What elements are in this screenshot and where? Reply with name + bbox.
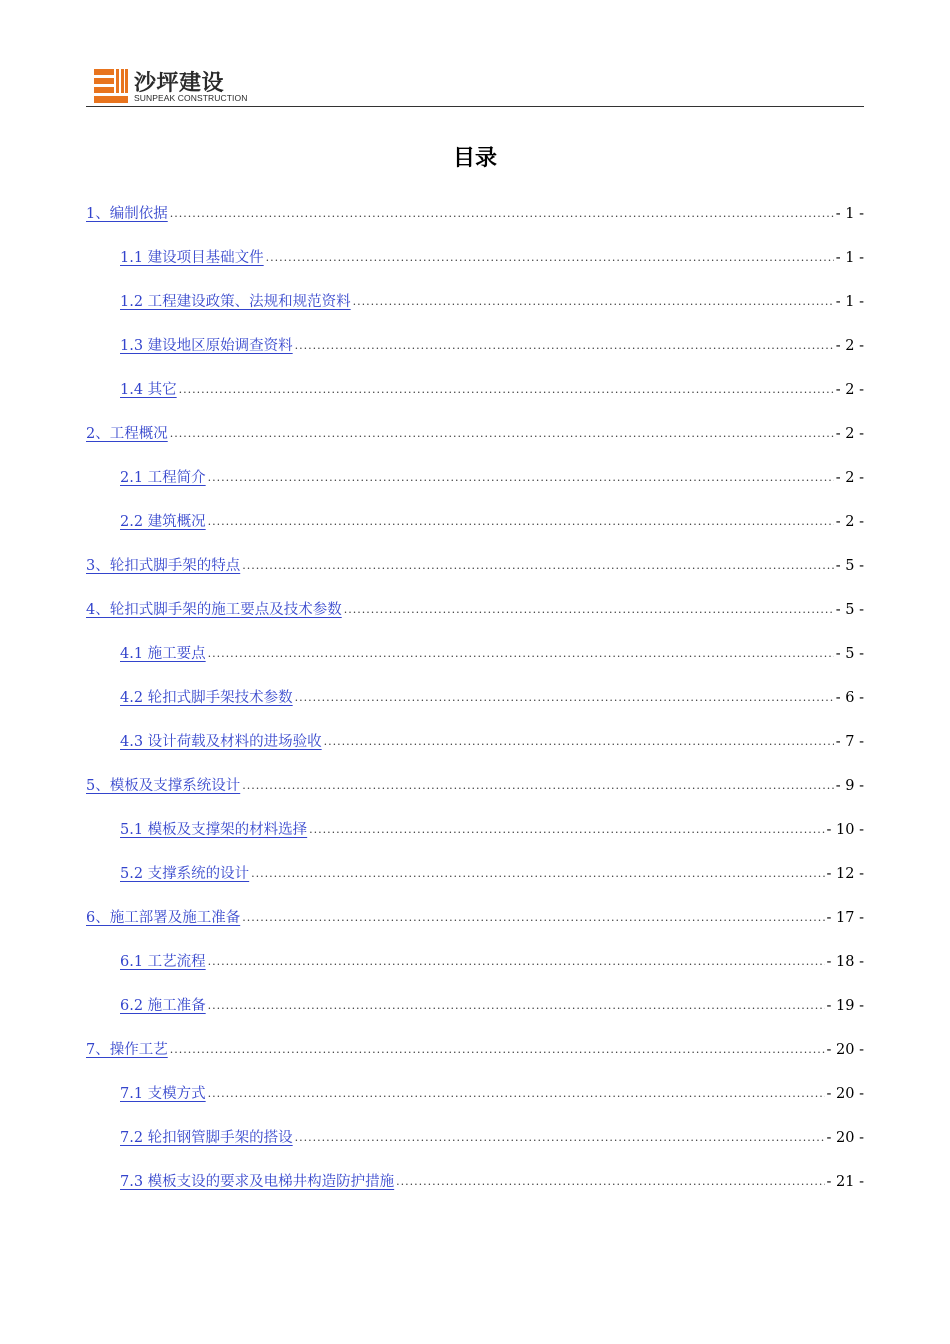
toc-entry-link[interactable]: 1、编制依据 bbox=[86, 206, 168, 222]
toc-leader-dots bbox=[208, 640, 834, 668]
logo-text-en: SUNPEAK CONSTRUCTION bbox=[134, 93, 248, 103]
toc-entry bbox=[86, 464, 864, 508]
toc-leader-dots bbox=[251, 860, 824, 888]
toc-leader-dots bbox=[295, 684, 834, 712]
page-title: 目录 bbox=[452, 146, 497, 171]
toc-leader-dots bbox=[242, 904, 824, 932]
toc-entry-link[interactable]: 4.2 轮扣式脚手架技术参数 bbox=[120, 690, 293, 706]
toc-leader-dots bbox=[208, 992, 825, 1020]
toc-leader-dots bbox=[344, 596, 834, 624]
toc-entry-link[interactable]: 4.3 设计荷载及材料的进场验收 bbox=[120, 734, 322, 750]
logo-mark-icon bbox=[94, 69, 128, 103]
toc-entry bbox=[86, 244, 864, 288]
toc-entry bbox=[86, 684, 864, 728]
toc-entry bbox=[86, 288, 864, 332]
toc-leader-dots bbox=[242, 772, 834, 800]
toc-page-number: - 2 - bbox=[835, 382, 864, 398]
toc-entry bbox=[86, 948, 864, 992]
toc-entry bbox=[86, 1080, 864, 1124]
toc-page-number: - 20 - bbox=[826, 1086, 864, 1102]
toc-entry-link[interactable]: 2.2 建筑概况 bbox=[120, 514, 206, 530]
toc-entry-link[interactable]: 4、轮扣式脚手架的施工要点及技术参数 bbox=[86, 602, 342, 618]
toc-entry-link[interactable]: 7、操作工艺 bbox=[86, 1042, 168, 1058]
toc-page-number: - 19 - bbox=[826, 998, 864, 1014]
toc-entry bbox=[86, 332, 864, 376]
toc-entry-link[interactable]: 4.1 施工要点 bbox=[120, 646, 206, 662]
toc-leader-dots bbox=[179, 376, 834, 404]
toc-entry bbox=[86, 200, 864, 244]
toc-entry-link[interactable]: 3、轮扣式脚手架的特点 bbox=[86, 558, 241, 574]
toc-entry-link[interactable]: 5、模板及支撑系统设计 bbox=[86, 778, 241, 794]
page-header bbox=[86, 66, 864, 108]
toc-entry-link[interactable]: 6.2 施工准备 bbox=[120, 998, 206, 1014]
toc-page-number: - 5 - bbox=[835, 602, 864, 618]
toc-leader-dots bbox=[170, 1036, 825, 1064]
table-of-contents bbox=[86, 200, 864, 1212]
toc-leader-dots bbox=[242, 552, 834, 580]
toc-page-number: - 5 - bbox=[835, 558, 864, 574]
toc-entry bbox=[86, 992, 864, 1036]
toc-page-number: - 6 - bbox=[835, 690, 864, 706]
toc-entry bbox=[86, 508, 864, 552]
toc-page-number: - 17 - bbox=[826, 910, 864, 926]
toc-leader-dots bbox=[170, 200, 834, 228]
toc-page-number: - 5 - bbox=[835, 646, 864, 662]
toc-entry-link[interactable]: 7.1 支模方式 bbox=[120, 1086, 206, 1102]
toc-page-number: - 20 - bbox=[826, 1042, 864, 1058]
header-divider bbox=[86, 106, 864, 107]
toc-page-number: - 10 - bbox=[826, 822, 864, 838]
toc-entry bbox=[86, 552, 864, 596]
toc-entry bbox=[86, 1124, 864, 1168]
toc-page-number: - 18 - bbox=[826, 954, 864, 970]
toc-entry-link[interactable]: 5.2 支撑系统的设计 bbox=[120, 866, 250, 882]
toc-entry-link[interactable]: 1.2 工程建设政策、法规和规范资料 bbox=[120, 294, 351, 310]
toc-entry bbox=[86, 772, 864, 816]
toc-entry bbox=[86, 860, 864, 904]
toc-entry-link[interactable]: 1.1 建设项目基础文件 bbox=[120, 250, 264, 266]
toc-page-number: - 2 - bbox=[835, 514, 864, 530]
toc-page-number: - 1 - bbox=[835, 294, 864, 310]
toc-leader-dots bbox=[266, 244, 834, 272]
toc-leader-dots bbox=[324, 728, 834, 756]
company-logo bbox=[94, 66, 264, 106]
toc-entry-link[interactable]: 2.1 工程简介 bbox=[120, 470, 206, 486]
toc-entry bbox=[86, 420, 864, 464]
toc-entry-link[interactable]: 5.1 模板及支撑架的材料选择 bbox=[120, 822, 308, 838]
toc-entry bbox=[86, 1036, 864, 1080]
toc-leader-dots bbox=[208, 464, 834, 492]
toc-page-number: - 1 - bbox=[835, 206, 864, 222]
logo-text-cn: 沙坪建设 bbox=[134, 71, 225, 96]
toc-leader-dots bbox=[208, 508, 834, 536]
toc-page-number: - 2 - bbox=[835, 470, 864, 486]
toc-entry-link[interactable]: 7.2 轮扣钢管脚手架的搭设 bbox=[120, 1130, 293, 1146]
toc-entry bbox=[86, 1168, 864, 1212]
toc-entry-link[interactable]: 7.3 模板支设的要求及电梯井构造防护措施 bbox=[120, 1174, 395, 1190]
toc-page-number: - 21 - bbox=[826, 1174, 864, 1190]
toc-entry bbox=[86, 640, 864, 684]
toc-entry-link[interactable]: 6、施工部署及施工准备 bbox=[86, 910, 241, 926]
toc-page-number: - 20 - bbox=[826, 1130, 864, 1146]
toc-leader-dots bbox=[295, 1124, 825, 1152]
toc-entry bbox=[86, 904, 864, 948]
toc-page-number: - 9 - bbox=[835, 778, 864, 794]
toc-entry-link[interactable]: 6.1 工艺流程 bbox=[120, 954, 206, 970]
toc-page-number: - 1 - bbox=[835, 250, 864, 266]
toc-leader-dots bbox=[208, 948, 825, 976]
toc-entry bbox=[86, 596, 864, 640]
toc-leader-dots bbox=[396, 1168, 824, 1196]
toc-entry-link[interactable]: 1.4 其它 bbox=[120, 382, 177, 398]
toc-page-number: - 7 - bbox=[835, 734, 864, 750]
toc-entry bbox=[86, 816, 864, 860]
toc-page-number: - 12 - bbox=[826, 866, 864, 882]
toc-page-number: - 2 - bbox=[835, 338, 864, 354]
toc-leader-dots bbox=[208, 1080, 825, 1108]
toc-entry bbox=[86, 728, 864, 772]
toc-entry bbox=[86, 376, 864, 420]
toc-leader-dots bbox=[170, 420, 834, 448]
toc-leader-dots bbox=[309, 816, 824, 844]
toc-leader-dots bbox=[295, 332, 834, 360]
toc-entry-link[interactable]: 2、工程概况 bbox=[86, 426, 168, 442]
toc-leader-dots bbox=[353, 288, 834, 316]
toc-entry-link[interactable]: 1.3 建设地区原始调查资料 bbox=[120, 338, 293, 354]
toc-page-number: - 2 - bbox=[835, 426, 864, 442]
